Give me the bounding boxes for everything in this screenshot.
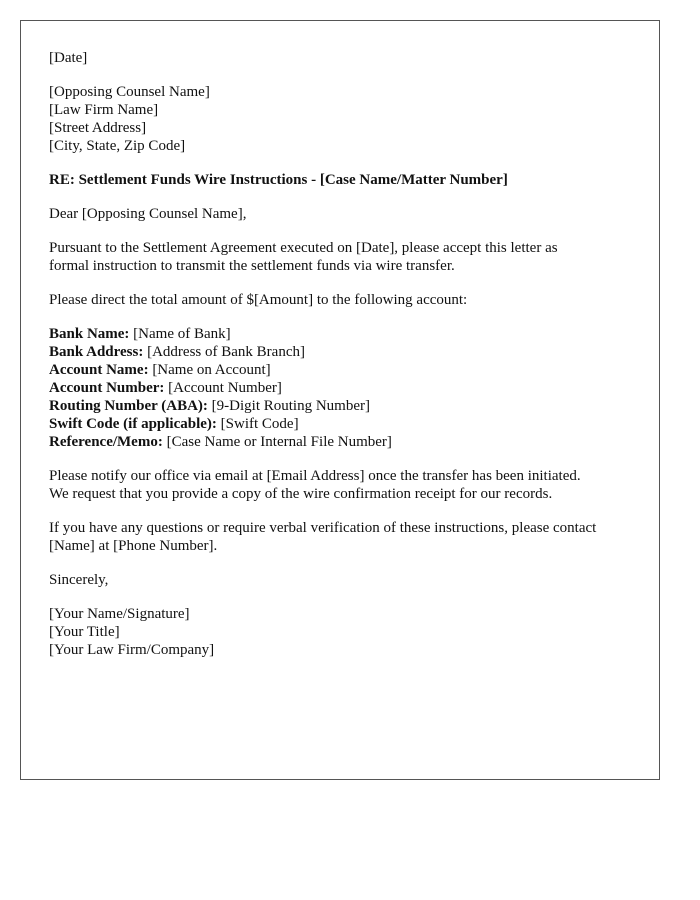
account-detail-label: Reference/Memo: [49, 434, 163, 450]
account-detail-value: [Swift Code] [220, 416, 299, 432]
questions-paragraph [49, 519, 649, 555]
questions-line-1: If you have any questions or require verbal verification of these instructions, please contact [49, 520, 597, 536]
account-detail-value: [Name of Bank] [133, 326, 231, 342]
account-detail-value: [Name on Account] [152, 362, 271, 378]
account-detail-label: Account Number: [49, 380, 165, 396]
account-detail-row [49, 361, 649, 379]
account-detail-row [49, 397, 649, 415]
recipient-city: [City, State, Zip Code] [49, 138, 186, 154]
account-detail-row [49, 343, 649, 361]
salutation-block [49, 205, 649, 223]
notify-paragraph [49, 467, 649, 503]
account-detail-row [49, 415, 649, 433]
account-detail-label: Account Name: [49, 362, 149, 378]
closing: Sincerely, [49, 572, 109, 588]
letter-date: [Date] [49, 50, 88, 66]
intro-paragraph [49, 239, 649, 275]
account-detail-row [49, 433, 649, 451]
direct-amount-text: Please direct the total amount of $[Amount] to the following account: [49, 292, 468, 308]
account-detail-row [49, 379, 649, 397]
notify-line-1: Please notify our office via email at [Email Address] once the transfer has been initiated. [49, 468, 581, 484]
account-detail-value: [Case Name or Internal File Number] [166, 434, 392, 450]
recipient-address [49, 83, 649, 155]
recipient-name: [Opposing Counsel Name] [49, 84, 210, 100]
letter-page [20, 20, 660, 780]
account-detail-value: [Account Number] [168, 380, 282, 396]
notify-line-2: We request that you provide a copy of the wire confirmation receipt for our records. [49, 486, 553, 502]
signature-company: [Your Law Firm/Company] [49, 642, 215, 658]
signature-name: [Your Name/Signature] [49, 606, 190, 622]
account-detail-row [49, 325, 649, 343]
intro-line-1: Pursuant to the Settlement Agreement executed on [Date], please accept this letter as [49, 240, 558, 256]
account-detail-value: [Address of Bank Branch] [147, 344, 305, 360]
intro-line-2: formal instruction to transmit the settlement funds via wire transfer. [49, 258, 455, 274]
closing-block [49, 571, 649, 589]
account-detail-label: Swift Code (if applicable): [49, 416, 217, 432]
account-details [49, 325, 649, 451]
direct-paragraph [49, 291, 649, 309]
questions-line-2: [Name] at [Phone Number]. [49, 538, 218, 554]
signature-block [49, 605, 649, 659]
letter-content [49, 49, 649, 675]
account-detail-label: Routing Number (ABA): [49, 398, 208, 414]
signature-title: [Your Title] [49, 624, 120, 640]
account-detail-label: Bank Name: [49, 326, 130, 342]
recipient-firm: [Law Firm Name] [49, 102, 159, 118]
subject-block [49, 171, 649, 189]
account-detail-label: Bank Address: [49, 344, 144, 360]
salutation: Dear [Opposing Counsel Name], [49, 206, 247, 222]
subject-line: RE: Settlement Funds Wire Instructions - [Case Name/Matter Number] [49, 172, 508, 188]
date-block [49, 49, 649, 67]
recipient-street: [Street Address] [49, 120, 147, 136]
account-detail-value: [9-Digit Routing Number] [211, 398, 370, 414]
